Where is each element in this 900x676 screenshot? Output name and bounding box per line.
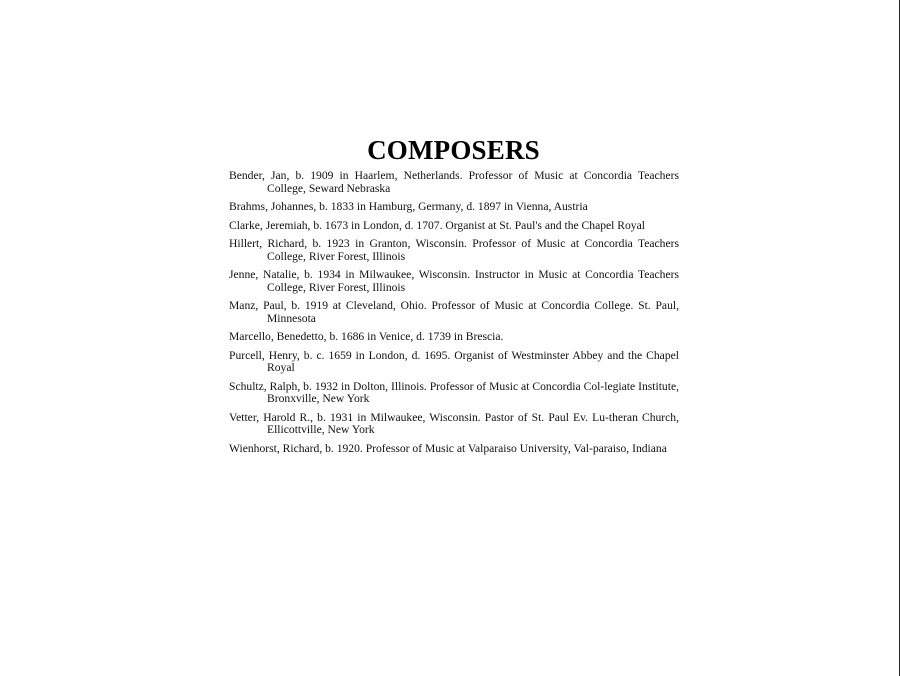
composer-entry-purcell: Purcell, Henry, b. c. 1659 in London, d. 1695. Organist of Westminster Abbey and the Chapel Royal xyxy=(229,348,679,374)
composer-entry-hillert: Hillert, Richard, b. 1923 in Granton, Wisconsin. Professor of Music at Concordia Teachers College, River Forest, Illinois xyxy=(229,237,679,263)
composer-entry-manz: Manz, Paul, b. 1919 at Cleveland, Ohio. Professor of Music at Concordia College. St. Paul, Minnesota xyxy=(229,299,679,325)
composer-entry-brahms: Brahms, Johannes, b. 1833 in Hamburg, Germany, d. 1897 in Vienna, Austria xyxy=(229,200,588,213)
composer-entry-clarke: Clarke, Jeremiah, b. 1673 in London, d. 1707. Organist at St. Paul's and the Chapel Royal xyxy=(229,218,645,232)
composer-entry-bender: Bender, Jan, b. 1909 in Haarlem, Netherlands. Professor of Music at Concordia Teachers College, Seward Nebraska xyxy=(229,169,679,195)
composer-list xyxy=(229,170,679,461)
composer-entry-vetter: Vetter, Harold R., b. 1931 in Milwaukee, Wisconsin. Pastor of St. Paul Ev. Lu-theran Church, Ellicottville, New York xyxy=(229,410,679,436)
composer-entry-schultz: Schultz, Ralph, b. 1932 in Dolton, Illinois. Professor of Music at Concordia Col-legiate Institute, Bronxville, New York xyxy=(229,379,679,405)
composer-entry-jenne: Jenne, Natalie, b. 1934 in Milwaukee, Wisconsin. Instructor in Music at Concordia Teachers College, River Forest, Illinois xyxy=(229,268,679,294)
page-title: COMPOSERS xyxy=(367,135,540,166)
composer-entry-marcello: Marcello, Benedetto, b. 1686 in Venice, d. 1739 in Brescia. xyxy=(229,330,504,343)
composer-entry-wienhorst: Wienhorst, Richard, b. 1920. Professor of Music at Valparaiso University, Val-paraiso, Indiana xyxy=(229,441,667,455)
